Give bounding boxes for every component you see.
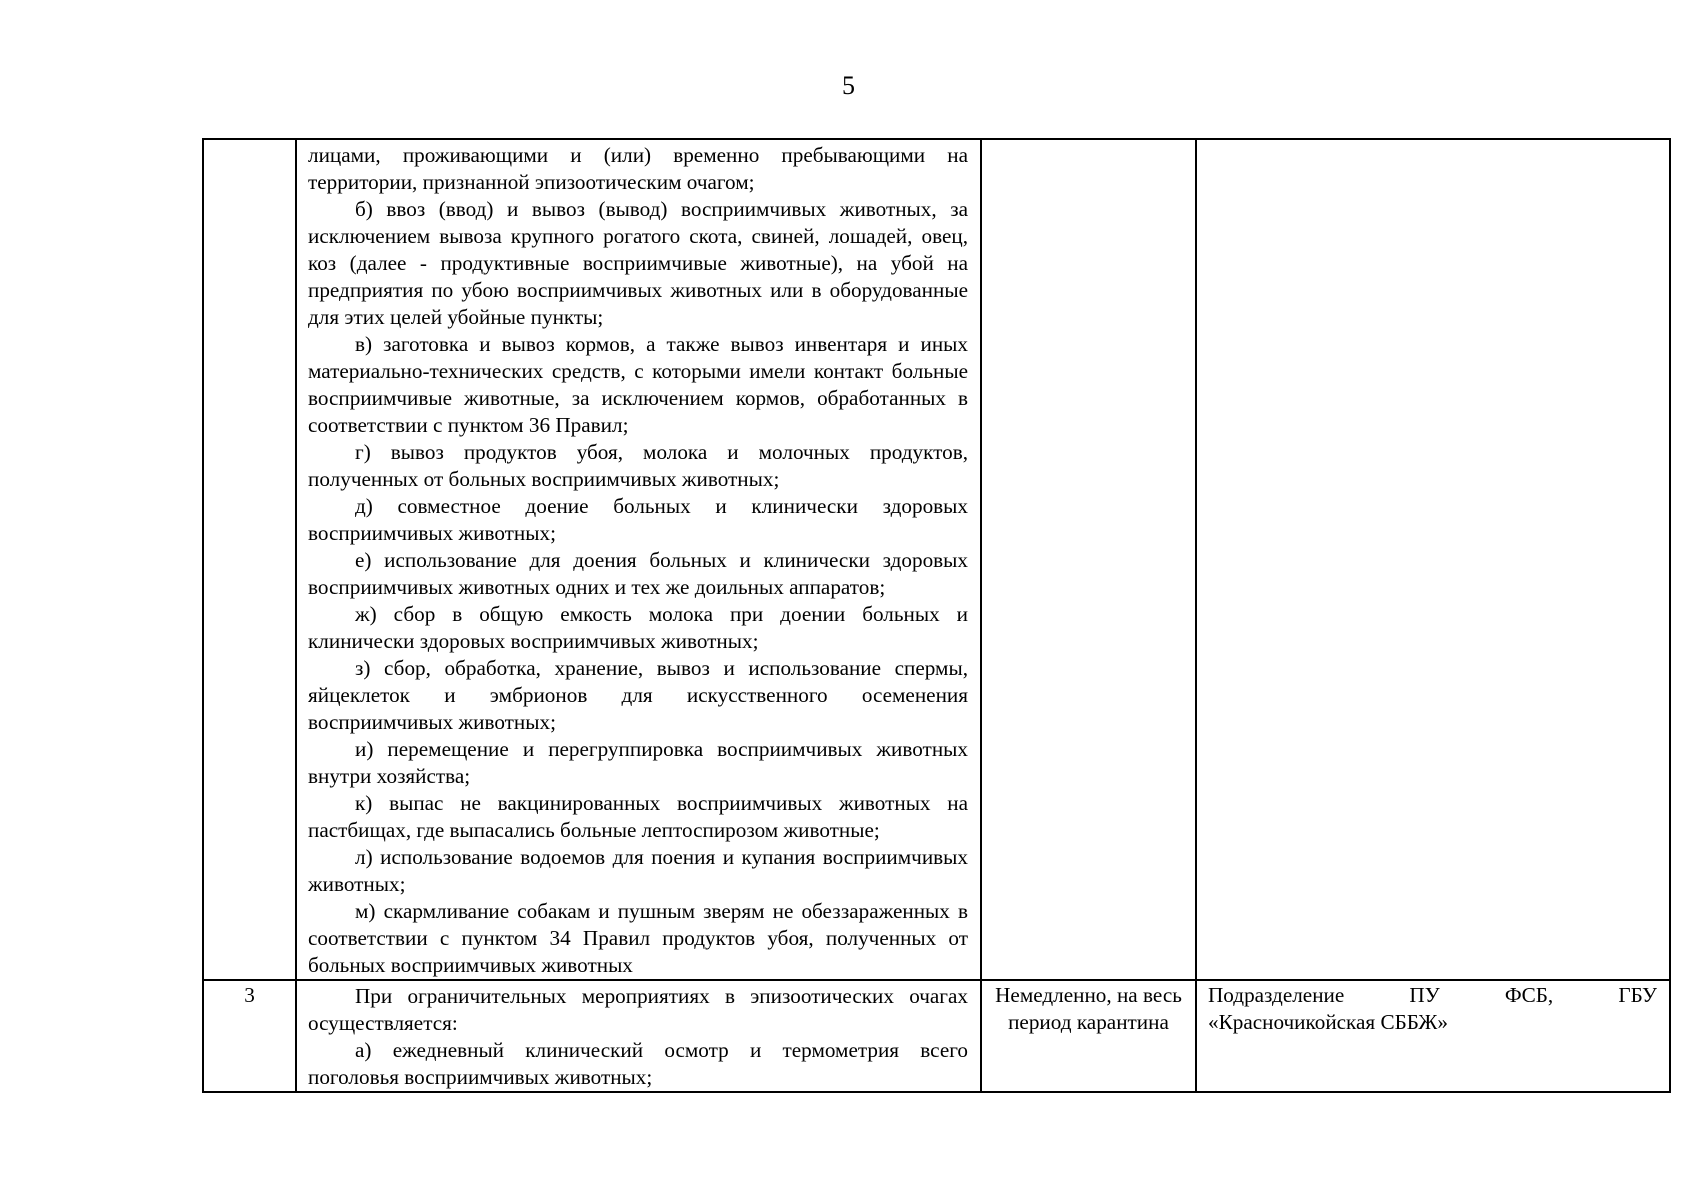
measure-item: е) использование для доения больных и клинически здоровых восприимчивых животных одних и тех же доильных аппаратов; [308,548,968,599]
deadline-cell [981,139,1196,980]
measure-cell [296,980,981,1092]
measure-item: в) заготовка и вывоз кормов, а также вывоз инвентаря и иных материально-технических средств, с которыми имели контакт больные восприимчивые животные, за исключением кормов, обработанных в соответствии с пунктом 36 Правил; [308,332,968,437]
row-number-cell [203,139,296,980]
measure-item: ж) сбор в общую емкость молока при доении больных и клинически здоровых восприимчивых животных; [308,602,968,653]
responsible-cell [1196,139,1670,980]
measure-item: д) совместное доение больных и клинически здоровых восприимчивых животных; [308,494,968,545]
responsible-cell [1196,980,1670,1092]
row-number-cell: 3 [203,980,296,1092]
measure-item: к) выпас не вакцинированных восприимчивых животных на пастбищах, где выпасались больные лептоспирозом животные; [308,791,968,842]
measure-item: а) ежедневный клинический осмотр и термометрия всего поголовья восприимчивых животных; [308,1038,968,1089]
page-number: 5 [842,71,855,100]
measure-item: м) скармливание собакам и пушным зверям не обеззараженных в соответствии с пунктом 34 Правил продуктов убоя, полученных от больных восприимчивых животных [308,899,968,977]
deadline-cell: Немедленно, на весь период карантина [981,980,1196,1092]
measure-item: б) ввоз (ввод) и вывоз (вывод) восприимчивых животных, за исключением вывоза крупного рогатого скота, свиней, лошадей, овец, коз (далее - продуктивные восприимчивые животные), на убой на предприятия по убою восприимчивых животных или в оборудованные для этих целей убойные пункты; [308,197,968,329]
table-row [203,980,1670,1092]
measure-paragraph: лицами, проживающими и (или) временно пребывающими на территории, признанной эпизоотическим очагом; [308,143,968,194]
measure-item: з) сбор, обработка, хранение, вывоз и использование спермы, яйцеклеток и эмбрионов для искусственного осеменения восприимчивых животных; [308,656,968,734]
responsible-line: «Красночикойская СББЖ» [1208,1010,1448,1034]
measure-cell [296,139,981,980]
measure-item: При ограничительных мероприятиях в эпизоотических очагах осуществляется: [308,984,968,1035]
responsible-line: Подразделение ПУ ФСБ, ГБУ [1208,983,1657,1007]
measure-item: л) использование водоемов для поения и купания восприимчивых животных; [308,845,968,896]
measure-item: г) вывоз продуктов убоя, молока и молочных продуктов, полученных от больных восприимчивых животных; [308,440,968,491]
measure-item: и) перемещение и перегруппировка восприимчивых животных внутри хозяйства; [308,737,968,788]
table-row [203,139,1670,980]
measures-table [202,138,1671,1093]
